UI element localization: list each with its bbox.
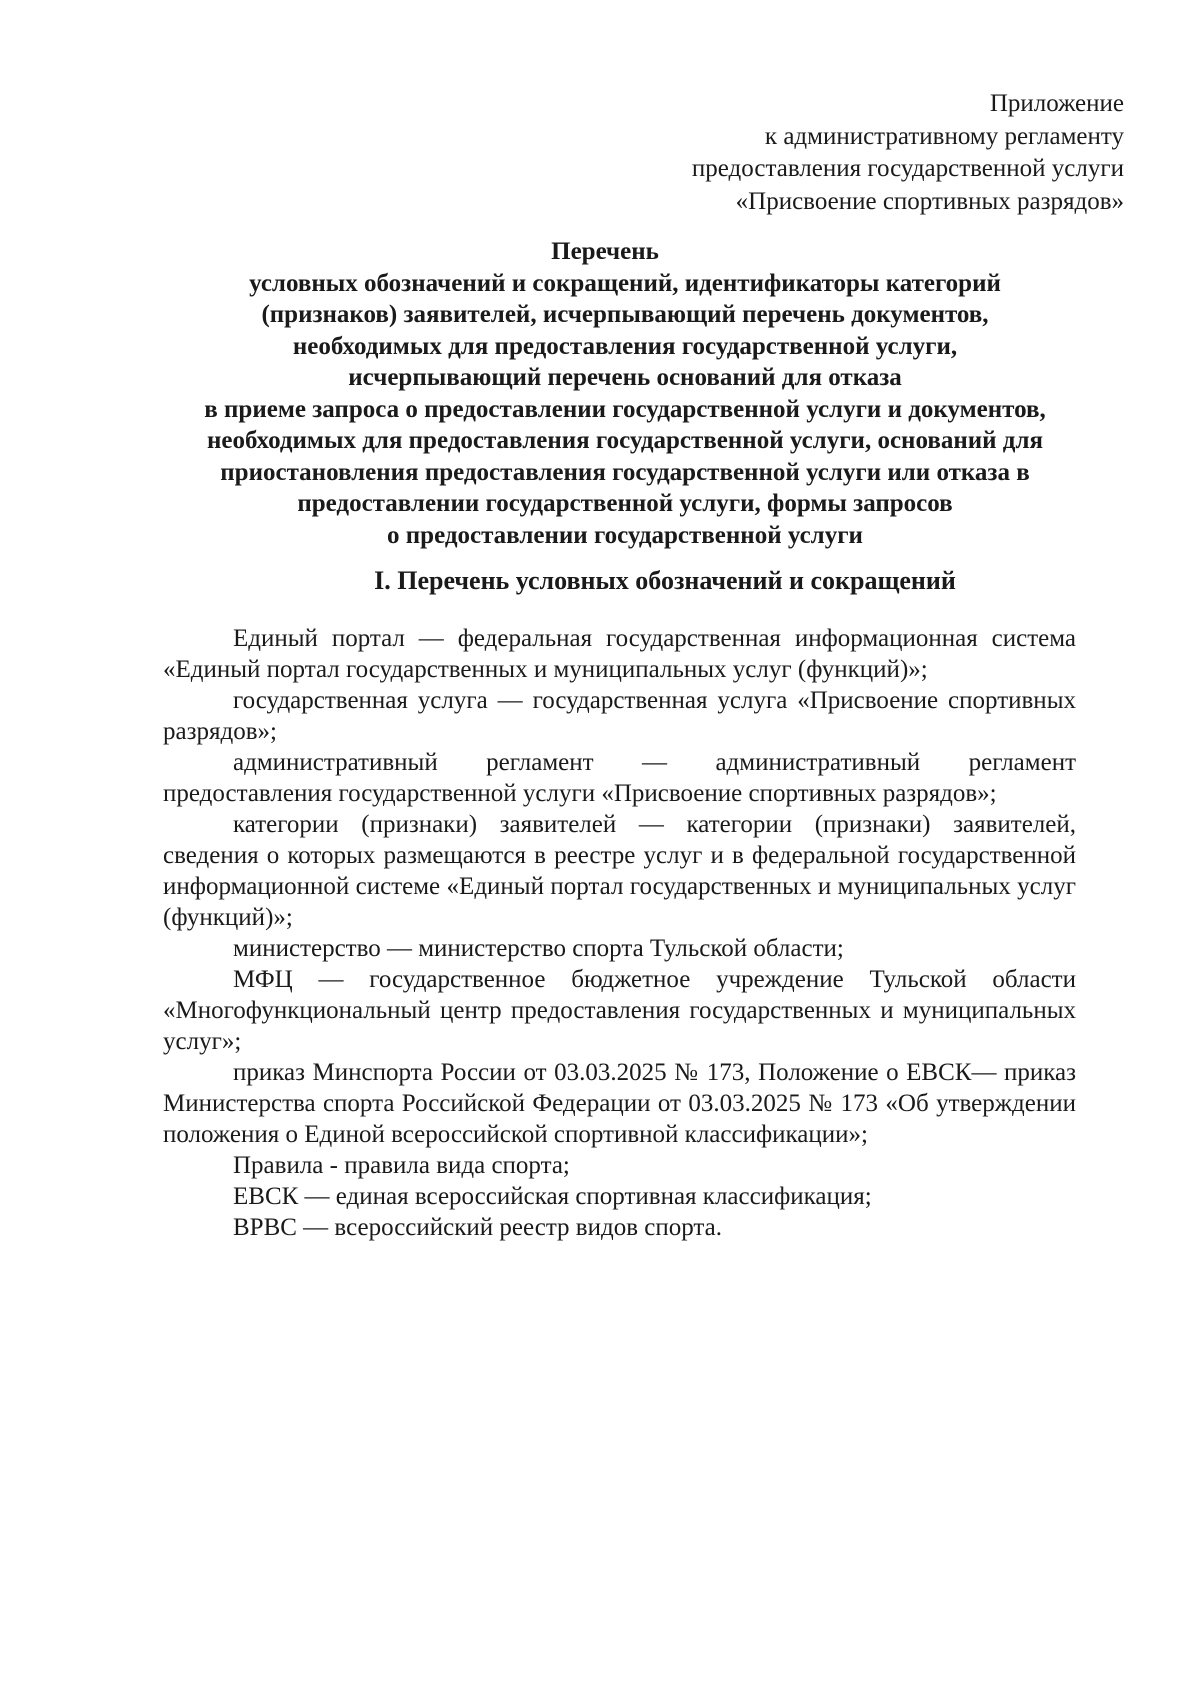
definition-paragraph: государственная услуга — государственная услуга «Присвоение спортивных разрядов»; bbox=[163, 687, 1076, 745]
definition-paragraph: приказ Минспорта России от 03.03.2025 № 173, Положение о ЕВСК— приказ Министерства спорта Российской Федерации от 03.03.2025 № 173 «Об утверждении положения о Единой всероссийской спортивной классификации»; bbox=[163, 1059, 1076, 1148]
title-line: (признаков) заявителей, исчерпывающий перечень документов, bbox=[261, 301, 989, 328]
title-line: необходимых для предоставления государственной услуги, оснований для bbox=[206, 427, 1043, 454]
appendix-header bbox=[692, 88, 1124, 218]
title-line: в приеме запроса о предоставлении государственной услуги и документов, bbox=[204, 395, 1046, 423]
title-line: условных обозначений и сокращений, идентификаторы категорий bbox=[249, 269, 1001, 297]
appendix-line: к административному регламенту bbox=[764, 122, 1124, 150]
section-heading: I. Перечень условных обозначений и сокращений bbox=[374, 566, 956, 595]
appendix-line: «Присвоение спортивных разрядов» bbox=[735, 187, 1124, 215]
title-line: исчерпывающий перечень оснований для отказа bbox=[348, 364, 902, 391]
definition-paragraph: министерство — министерство спорта Тульской области; bbox=[233, 935, 844, 962]
definitions-list bbox=[163, 623, 1076, 1243]
appendix-line: Приложение bbox=[989, 90, 1124, 117]
title-line: необходимых для предоставления государственной услуги, bbox=[292, 332, 958, 360]
definition-paragraph: МФЦ — государственное бюджетное учреждение Тульской области «Многофункциональный центр предоставления государственных и муниципальных услуг»; bbox=[163, 966, 1076, 1055]
definition-paragraph: Правила - правила вида спорта; bbox=[233, 1152, 570, 1179]
definition-paragraph: ЕВСК — единая всероссийская спортивная классификация; bbox=[233, 1183, 872, 1210]
title-line: приостановления предоставления государственной услуги или отказа в bbox=[220, 458, 1030, 486]
definition-paragraph: ВРВС — всероссийский реестр видов спорта. bbox=[233, 1214, 722, 1241]
title-line: предоставлении государственной услуги, формы запросов bbox=[297, 490, 953, 517]
document-title bbox=[150, 236, 1100, 551]
definition-paragraph: категории (признаки) заявителей — категории (признаки) заявителей, сведения о которых размещаются в реестре услуг и в федеральной государственной информационной системе «Единый портал государственных и муниципальных услуг (функций)»; bbox=[163, 811, 1076, 931]
definition-paragraph: административный регламент — административный регламент предоставления государственной услуги «Присвоение спортивных разрядов»; bbox=[163, 749, 1076, 807]
title-line: о предоставлении государственной услуги bbox=[387, 521, 863, 549]
title-line: Перечень bbox=[551, 238, 659, 265]
appendix-line: предоставления государственной услуги bbox=[691, 155, 1124, 182]
definition-paragraph: Единый портал — федеральная государственная информационная система «Единый портал государственных и муниципальных услуг (функций)»; bbox=[163, 625, 1076, 683]
